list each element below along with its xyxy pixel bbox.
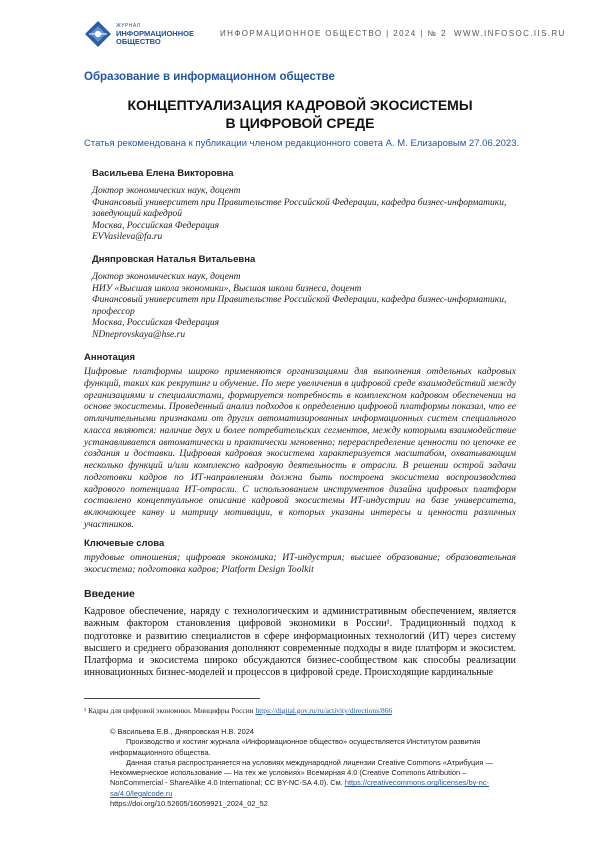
footnote-marker: ¹ xyxy=(84,706,87,715)
author-2-hse: НИУ «Высшая школа экономики», Высшая школа бизнеса, доцент xyxy=(92,283,362,294)
author-2-email[interactable]: NDneprovskaya@hse.ru xyxy=(92,329,186,340)
author-1-degree: Доктор экономических наук, доцент xyxy=(92,186,241,196)
author-2-position: профессор xyxy=(92,306,135,317)
intro-heading: Введение xyxy=(84,588,135,600)
recommendation-note: Статья рекомендована к публикации членом редакционного совета А. М. Елизаровым 27.06.2023. xyxy=(84,138,520,149)
journal-logo xyxy=(84,18,192,50)
author-name-2: Дняпровская Наталья Витальевна xyxy=(92,254,256,265)
author-affiliation-1 xyxy=(92,186,516,244)
author-name-1: Васильева Елена Викторовна xyxy=(92,168,234,179)
journal-website-link[interactable]: WWW.INFOSOC.IIS.RU xyxy=(454,29,566,38)
abstract-text: Цифровые платформы широко применяются организациями для выполнения отдельных кадровых функций, таких как рекрутинг и обучение. По мере увеличения в цифровой среде взаимодействий между организациями и специалистами, формируется потребность в комплексном кадровом обеспечении на основе экосистемы. Проведенный анализ подходов к определению цифровой платформы показал, что ее отличительными признаками от других автоматизированных информационных систем специального класса являются: наличие двух и более потребительских сегментов, между которыми взаимодействие устанавливается автоматически и практически мгновенно; перераспределение ценности по цепочке ее создания и доставки. Цифровая кадровая экосистема характеризуется масштабом, охватывающим несколько функций и/или комплексно кадровую деятельность в отрасли. В решении острой задачи подготовки кадров по ИТ-направлениям должна быть построена экосистема воспроизводства кадрового потенциала ИТ-отрасли. С использованием инструментов дизайна цифровых платформ составлено концептуальное описание кадровой экосистемы ИТ-индустрии на базе университета, включающее канву и матрицу мотивации, в которых указаны интересы и ценности различных участников. xyxy=(84,366,516,530)
article-title-line1: КОНЦЕПТУАЛИЗАЦИЯ КАДРОВОЙ ЭКОСИСТЕМЫ xyxy=(127,97,473,113)
copyright-line: © Васильева Е.В., Дняпровская Н.В. 2024 xyxy=(110,727,254,736)
author-2-degree: Доктор экономических наук, доцент xyxy=(92,272,241,282)
footnote xyxy=(84,706,392,715)
production-note: Производство и хостинг журнала «Информационное общество» осуществляется Институтом развития информационного общества. xyxy=(110,737,481,757)
keywords-heading: Ключевые слова xyxy=(84,538,165,549)
keywords-text: трудовые отношения; цифровая экономика; ИТ-индустрия; высшее образование; образовательная экосистема; подготовка кадров; Platform Design Toolkit xyxy=(84,552,516,575)
author-1-email[interactable]: EVVasileva@fa.ru xyxy=(92,232,163,243)
article-title xyxy=(84,96,516,132)
article-title-line2: В ЦИФРОВОЙ СРЕДЕ xyxy=(225,115,375,131)
footnote-text: Кадры для цифровой экономики. Минцифры России xyxy=(88,706,254,715)
copyright-block xyxy=(110,727,516,809)
logo-small-text: ЖУРНАЛ xyxy=(116,23,141,29)
logo-line1: ИНФОРМАЦИОННОЕ xyxy=(116,29,194,38)
section-title: Образование в информационном обществе xyxy=(84,71,335,83)
license-link[interactable]: https://creativecommons.org/licenses/by-nc-sa/4.0/legalcode.ru xyxy=(110,778,490,798)
author-1-university: Финансовый университет при Правительстве Российской Федерации, кафедра бизнес-информатики, xyxy=(92,197,507,208)
doi-line xyxy=(110,799,516,809)
license-text: Данная статья распространяется на условиях международной лицензии Creative Commons «Атрибуция — Некоммерческое использование — На тех же условиях» Всемирная 4.0 (Creative Commons Attribution – NonCommercial - ShareAlike 4.0 International; CC BY-NC-SA 4.0). См. xyxy=(110,757,493,788)
author-2-city: Москва, Российская Федерация xyxy=(92,318,220,329)
journal-logo-icon xyxy=(84,20,112,48)
logo-line2: ОБЩЕСТВО xyxy=(116,37,161,46)
author-2-university: Финансовый университет при Правительстве Российской Федерации, кафедра бизнес-информатики, xyxy=(92,295,507,306)
journal-issue-info: ИНФОРМАЦИОННОЕ ОБЩЕСТВО | 2024 | № 2 xyxy=(220,29,447,38)
license-note xyxy=(110,758,516,799)
author-1-position: заведующий кафедрой xyxy=(92,209,182,220)
abstract-heading: Аннотация xyxy=(84,352,136,363)
author-1-city: Москва, Российская Федерация xyxy=(92,220,220,231)
author-affiliation-2 xyxy=(92,272,516,342)
footnote-link[interactable]: https://digital.gov.ru/ru/activity/directions/866 xyxy=(255,706,393,715)
intro-text: Кадровое обеспечение, наряду с технологическим и административным обеспечением, является важным фактором становления цифровой экономики в России¹. Традиционный подход к подготовке и развитию специалистов в сфере информационных технологий (ИТ) через систему высшего и среднего образования дополняют современные подходы в виде платформ и экосистем. Платформа и экосистема широко обсуждаются бизнес-сообществом как способы реализации инновационных бизнес-моделей и процессов в цифровой среде. Происходящие кардинальные xyxy=(84,606,516,679)
footnote-divider xyxy=(84,698,260,699)
doi-link[interactable]: https://doi.org/10.52605/16059921_2024_02_52 xyxy=(110,799,268,809)
